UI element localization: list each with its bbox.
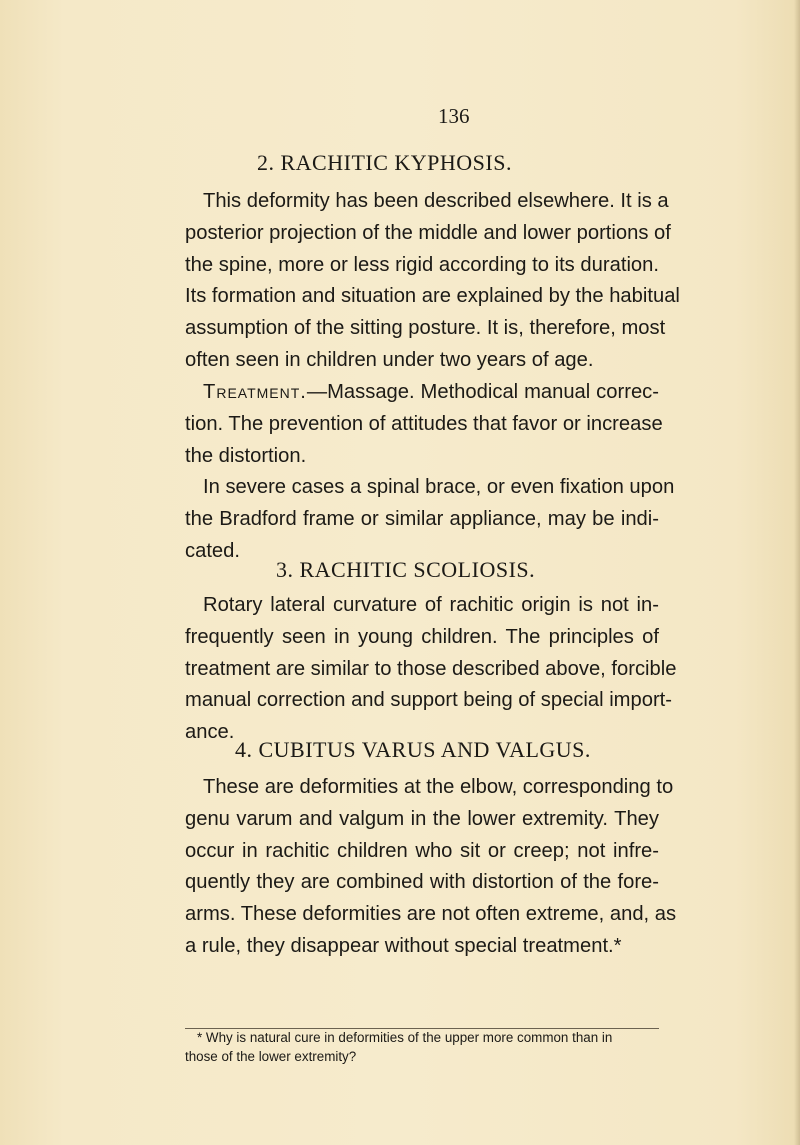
text-line: ance. (185, 721, 235, 744)
text-line: the Bradford frame or similar appliance, may be indi- (185, 507, 659, 530)
text-line: manual correction and support being of special import- (185, 689, 673, 712)
footnote (185, 1028, 659, 1066)
paragraph-kyphosis-description (185, 186, 680, 377)
text-line: Rotary lateral curvature of rachitic origin is not in- (203, 594, 659, 616)
text-line: a rule, they disappear without special treatment.* (185, 934, 622, 957)
paragraph-scoliosis (185, 590, 677, 749)
page-edge-shadow (794, 0, 800, 1145)
text-line: genu varum and valgum in the lower extremity. They (185, 807, 659, 830)
page-number: 136 (438, 104, 470, 128)
text-line: posterior projection of the middle and lower portions of (185, 221, 671, 244)
text-line: arms. These deformities are not often extreme, and, as (185, 903, 677, 926)
paragraph-kyphosis-severe-cases (185, 472, 675, 567)
paragraph-cubitus (185, 772, 677, 963)
paragraph-kyphosis-treatment (185, 377, 663, 472)
text-line: cated. (185, 539, 240, 562)
text-line: This deformity has been described elsewhere. It is a (203, 190, 669, 212)
text-line: frequently seen in young children. The principles of (185, 625, 659, 648)
section-heading-rachitic-kyphosis: 2. RACHITIC KYPHOSIS. (257, 150, 512, 175)
text-line: treatment are similar to those described above, forcible (185, 657, 677, 680)
text-line: assumption of the sitting posture. It is, therefore, most (185, 317, 666, 340)
treatment-text: —Massage. Methodical manual correc- (306, 381, 659, 403)
text-line: Its formation and situation are explained by the habitual (185, 285, 680, 308)
section-heading-cubitus-varus-valgus: 4. CUBITUS VARUS AND VALGUS. (235, 737, 591, 762)
text-line (185, 377, 659, 409)
treatment-label: Treatment. (203, 381, 307, 403)
text-line: These are deformities at the elbow, corresponding to (203, 776, 674, 798)
text-line: In severe cases a spinal brace, or even fixation upon (203, 476, 675, 498)
section-heading-rachitic-scoliosis: 3. RACHITIC SCOLIOSIS. (276, 557, 536, 582)
text-line: quently they are combined with distortion of the fore- (185, 871, 659, 894)
footnote-line: those of the lower extremity? (185, 1049, 357, 1064)
text-line: the distortion. (185, 444, 307, 467)
text-line: often seen in children under two years of age. (185, 348, 594, 371)
text-line: the spine, more or less rigid according to its duration. (185, 253, 659, 276)
text-line: tion. The prevention of attitudes that favor or increase (185, 412, 663, 435)
footnote-line: * Why is natural cure in deformities of the upper more common than in (197, 1030, 613, 1045)
text-line: occur in rachitic children who sit or creep; not infre- (185, 839, 659, 862)
